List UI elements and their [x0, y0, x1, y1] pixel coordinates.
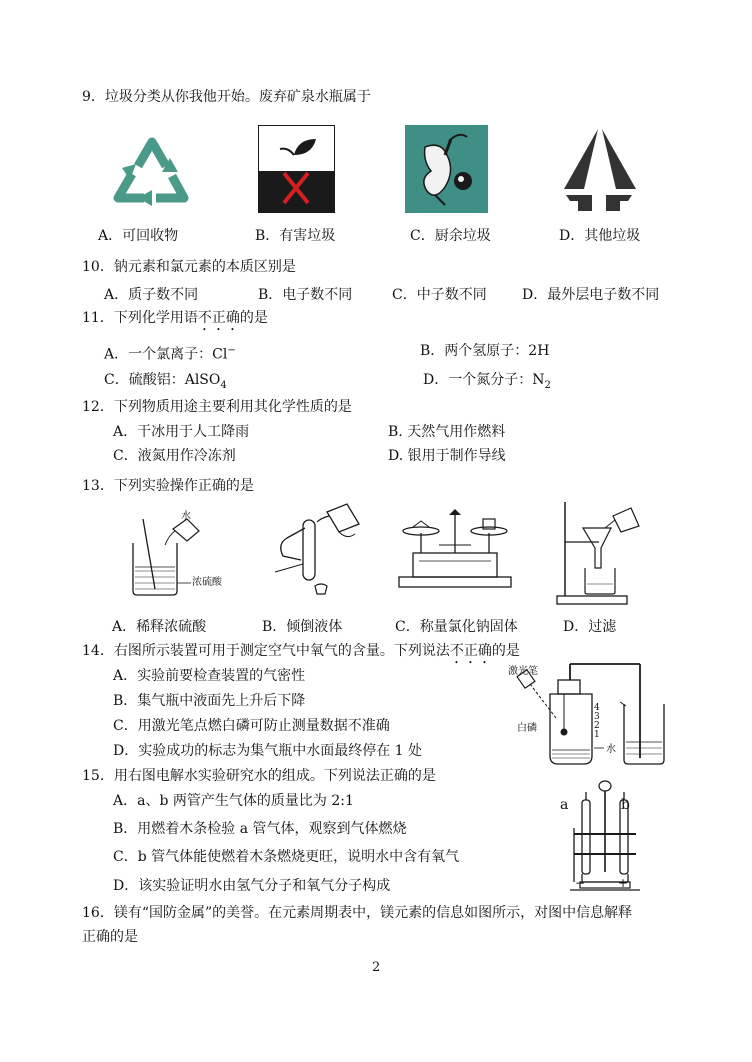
kitchen-waste-icon	[405, 125, 488, 213]
q13-option-b[interactable]: B．倾倒液体	[262, 619, 343, 635]
q11-option-b[interactable]: B．两个氢原子：2H	[420, 343, 550, 359]
label-white-phosphorus: 白磷	[517, 723, 537, 734]
filtration-figure	[555, 498, 645, 608]
q10-option-a[interactable]: A．质子数不同	[104, 287, 199, 303]
q11-option-d[interactable]: D．一个氮分子：$N_2$	[423, 372, 551, 391]
recycle-icon	[108, 128, 198, 208]
q14-option-a[interactable]: A．实验前要检查装置的气密性	[113, 668, 306, 684]
q14-option-b[interactable]: B．集气瓶中液面先上升后下降	[113, 693, 306, 709]
q10-option-b[interactable]: B．电子数不同	[258, 287, 353, 303]
q10-option-d[interactable]: D．最外层电子数不同	[522, 287, 660, 303]
q15-option-d[interactable]: D．该实验证明水由氢气分子和氧气分子构成	[113, 878, 391, 894]
scale-1: 1	[594, 730, 600, 740]
balance-figure	[395, 505, 515, 590]
q16-stem-line1: 16．镁有“国防金属”的美誉。在元素周期表中，镁元素的信息如图所示，对图中信息解释	[82, 905, 633, 921]
q15-option-c[interactable]: C．b 管气体能使燃着木条燃烧更旺，说明水中含有氧气	[113, 849, 460, 865]
label-tube-a: a	[560, 797, 569, 813]
q14-option-d[interactable]: D．实验成功的标志为集气瓶中水面最终停在 1 处	[113, 743, 423, 759]
label-conc-acid: 浓硫酸	[192, 577, 222, 588]
q9-option-a[interactable]: A．可回收物	[98, 228, 179, 244]
q9-option-b[interactable]: B．有害垃圾	[255, 228, 336, 244]
q13-option-a[interactable]: A．稀释浓硫酸	[112, 619, 207, 635]
label-water: 水	[181, 511, 191, 522]
q12-option-d[interactable]: D. 银用于制作导线	[388, 448, 506, 464]
q15-option-a[interactable]: A．a、b 两管产生气体的质量比为 2:1	[113, 793, 354, 809]
q10-option-c[interactable]: C．中子数不同	[392, 287, 487, 303]
q11-option-c[interactable]: C．硫酸铝：AlSO$_4$	[104, 372, 227, 391]
hazardous-waste-icon	[258, 125, 335, 213]
q14-emphasis: 不正确	[449, 643, 492, 659]
q12-option-c[interactable]: C．液氮用作冷冻剂	[113, 448, 236, 464]
q13-stem: 13．下列实验操作正确的是	[82, 478, 254, 494]
q11-stem: 11．下列化学用语不正确的是	[82, 310, 268, 326]
q13-option-d[interactable]: D．过滤	[563, 619, 617, 635]
q11-emphasis: 不正确	[197, 310, 240, 326]
q9-stem: 9．垃圾分类从你我他开始。废弃矿泉水瓶属于	[82, 89, 371, 105]
q12-option-a[interactable]: A．干冰用于人工降雨	[113, 424, 250, 440]
scale-3: 3	[594, 712, 600, 722]
q14-stem: 14．右图所示装置可用于测定空气中氧气的含量。下列说法不正确的是	[82, 643, 520, 659]
q9-option-c[interactable]: C．厨余垃圾	[410, 228, 491, 244]
label-laser-pen: 激光笔	[508, 666, 538, 677]
page-number: 2	[372, 960, 381, 975]
label-positive: +	[618, 876, 629, 890]
q12-stem: 12．下列物质用途主要利用其化学性质的是	[82, 399, 352, 415]
label-water-q14: 水	[606, 744, 616, 755]
label-tube-b: b	[621, 797, 630, 813]
q14-option-c[interactable]: C．用激光笔点燃白磷可防止测量数据不准确	[113, 718, 390, 734]
pour-liquid-figure	[265, 498, 365, 603]
q11-option-a[interactable]: A．一个氯离子：Cl−	[104, 345, 236, 363]
label-negative: −	[575, 876, 586, 890]
scale-2: 2	[594, 721, 600, 731]
q13-option-c[interactable]: C．称量氯化钠固体	[395, 619, 518, 635]
electrolysis-figure	[560, 778, 650, 894]
other-waste-icon	[556, 125, 641, 213]
q16-stem-line2: 正确的是	[82, 929, 138, 945]
q15-stem: 15．用右图电解水实验研究水的组成。下列说法正确的是	[82, 768, 436, 784]
q10-stem: 10．钠元素和氯元素的本质区别是	[82, 259, 296, 275]
q15-option-b[interactable]: B．用燃着木条检验 a 管气体，观察到气体燃烧	[113, 821, 407, 837]
q12-option-b[interactable]: B. 天然气用作燃料	[388, 424, 506, 440]
scale-4: 4	[594, 703, 600, 713]
q9-option-d[interactable]: D．其他垃圾	[559, 228, 641, 244]
